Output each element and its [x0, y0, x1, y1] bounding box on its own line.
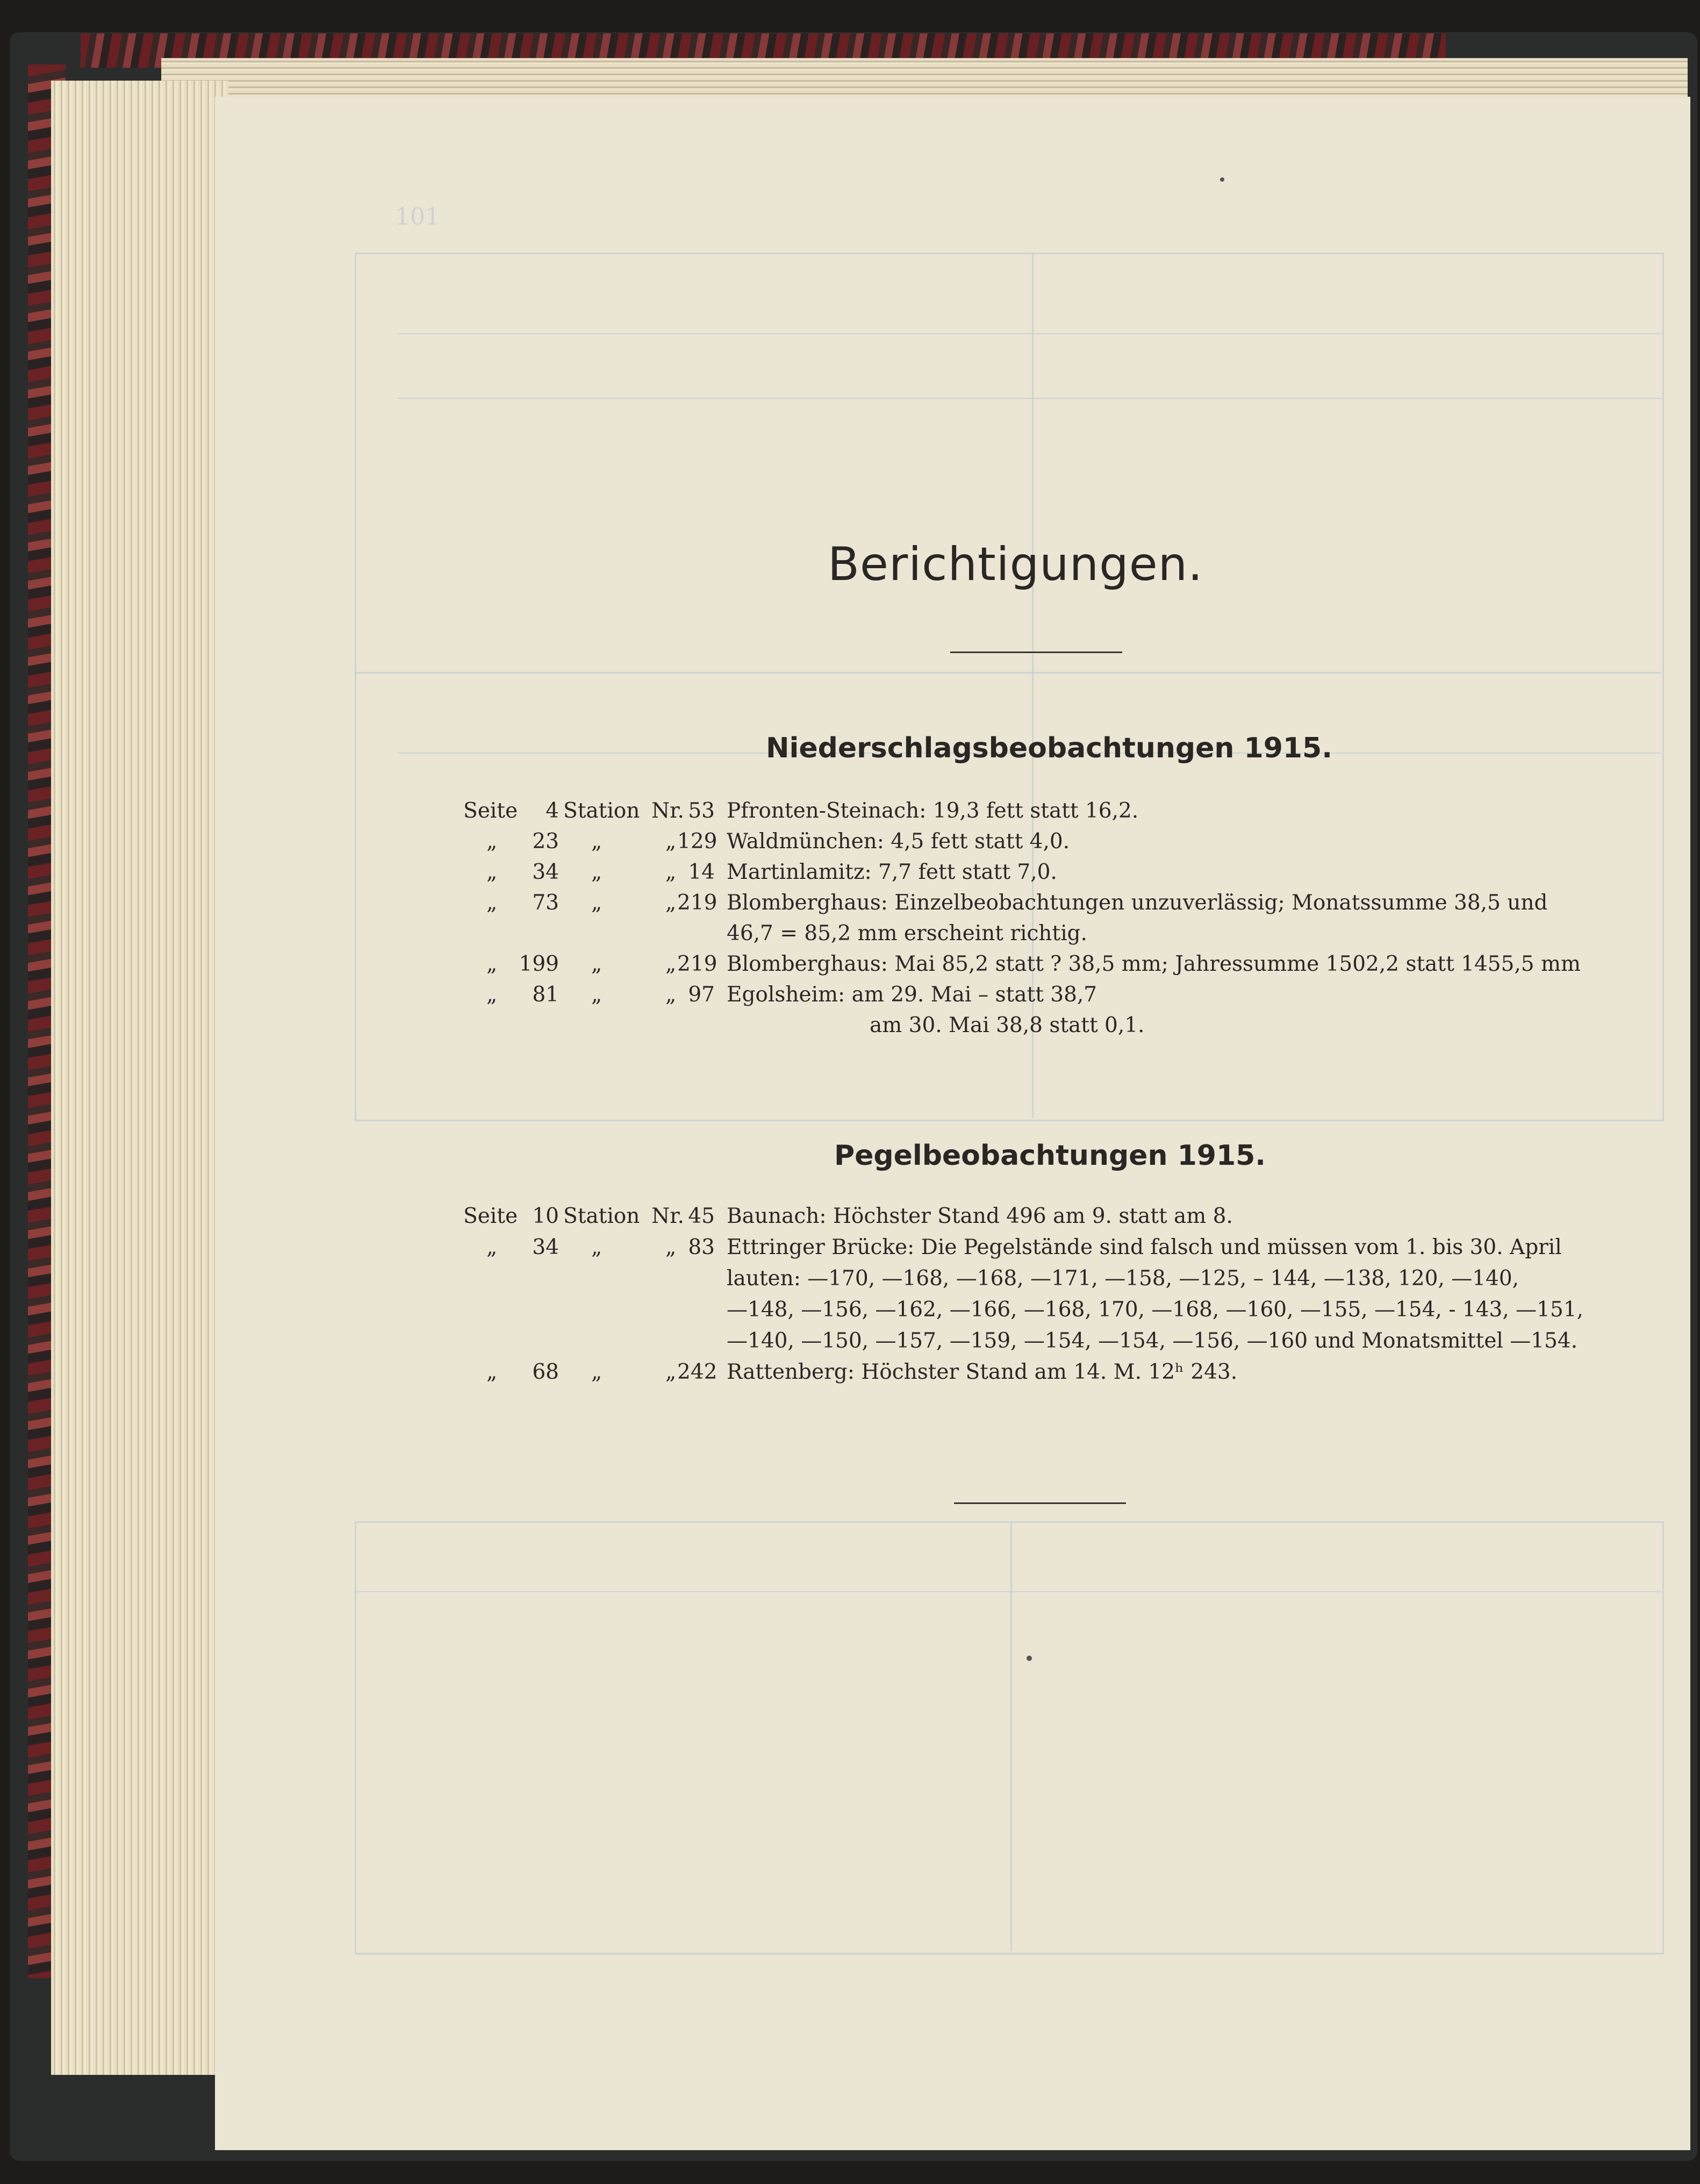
pegel-page-number: 10: [532, 1204, 559, 1228]
bleed-table-bottom: [355, 1521, 1664, 1954]
niederschlag-station-label: „: [591, 983, 602, 1007]
pegel-row-continuation: —140, —150, —157, —159, —154, —154, —156, —160 und Monatsmittel —154.: [727, 1329, 1578, 1353]
niederschlag-seite-label: „: [486, 891, 498, 915]
bleed-divider: [355, 1591, 1661, 1592]
niederschlag-nr-label: „: [665, 983, 677, 1007]
pegel-station-number: 83: [688, 1235, 715, 1259]
pegel-station-number: 45: [688, 1204, 715, 1228]
niederschlag-station-label: „: [591, 829, 602, 854]
pegel-page-number: 34: [532, 1235, 559, 1259]
bleed-divider: [398, 398, 1661, 399]
niederschlag-station-number: 219: [677, 952, 718, 976]
niederschlag-page-number: 73: [532, 891, 559, 915]
bleed-divider: [398, 333, 1661, 334]
niederschlag-station-label: „: [591, 891, 602, 915]
niederschlag-nr-label: „: [665, 860, 677, 884]
end-rule: [954, 1502, 1126, 1504]
niederschlag-seite-label: Seite: [463, 799, 518, 823]
niederschlag-nr-label: „: [665, 891, 677, 915]
niederschlag-station-label: „: [591, 860, 602, 884]
niederschlag-correction-text: Blomberghaus: Einzelbeobachtungen unzuverlässig; Monatssumme 38,5 und: [727, 891, 1548, 915]
niederschlag-seite-label: „: [486, 952, 498, 976]
niederschlag-seite-label: „: [486, 983, 498, 1007]
pegel-seite-label: „: [486, 1235, 498, 1259]
page-stack-left: [51, 81, 228, 2075]
niederschlag-correction-text: Martinlamitz: 7,7 fett statt 7,0.: [727, 860, 1057, 884]
page-title: Berichtigungen.: [828, 538, 1203, 591]
pegel-station-label: „: [591, 1235, 602, 1259]
pegel-seite-label: Seite: [463, 1204, 518, 1228]
niederschlag-seite-label: „: [486, 860, 498, 884]
niederschlag-page-number: 4: [546, 799, 559, 823]
niederschlag-station-label: „: [591, 952, 602, 976]
pegel-station-label: „: [591, 1360, 602, 1384]
pegel-correction-text: Baunach: Höchster Stand 496 am 9. statt am 8.: [727, 1204, 1233, 1228]
niederschlag-page-number: 34: [532, 860, 559, 884]
section-heading-pegel: Pegelbeobachtungen 1915.: [834, 1140, 1266, 1172]
niederschlag-station-number: 97: [688, 983, 715, 1007]
pegel-station-label: Station: [563, 1204, 640, 1228]
bleed-divider: [1010, 1521, 1012, 1951]
niederschlag-seite-label: „: [486, 829, 498, 854]
bleed-divider: [355, 672, 1661, 674]
pegel-page-number: 68: [532, 1360, 559, 1384]
niederschlag-station-number: 53: [688, 799, 715, 823]
pegel-station-number: 242: [677, 1360, 718, 1384]
niederschlag-nr-label: „: [665, 829, 677, 854]
niederschlag-row-continuation: 46,7 = 85,2 mm erscheint richtig.: [727, 921, 1087, 946]
niederschlag-station-number: 14: [688, 860, 715, 884]
pegel-row-continuation: lauten: —170, —168, —168, —171, —158, —125, – 144, —138, 120, —140,: [727, 1266, 1519, 1291]
niederschlag-station-number: 219: [677, 891, 718, 915]
niederschlag-row-continuation: am 30. Mai 38,8 statt 0,1.: [870, 1013, 1145, 1037]
niederschlag-station-label: Station: [563, 799, 640, 823]
pegel-correction-text: Rattenberg: Höchster Stand am 14. M. 12ʰ 243.: [727, 1360, 1238, 1384]
bleed-page-number: 101: [395, 203, 440, 231]
niederschlag-page-number: 199: [519, 952, 559, 976]
section-heading-niederschlag: Niederschlagsbeobachtungen 1915.: [766, 732, 1332, 764]
niederschlag-station-number: 129: [677, 829, 718, 854]
pegel-seite-label: „: [486, 1360, 498, 1384]
speck: [1220, 177, 1224, 182]
niederschlag-correction-text: Waldmünchen: 4,5 fett statt 4,0.: [727, 829, 1070, 854]
niederschlag-nr-label: Nr.: [651, 799, 684, 823]
pegel-row-continuation: —148, —156, —162, —166, —168, 170, —168, —160, —155, —154, - 143, —151,: [727, 1298, 1583, 1322]
title-rule: [950, 651, 1122, 653]
niederschlag-nr-label: „: [665, 952, 677, 976]
niederschlag-correction-text: Blomberghaus: Mai 85,2 statt ? 38,5 mm; Jahressumme 1502,2 statt 1455,5 mm: [727, 952, 1581, 976]
speck: [1027, 1656, 1032, 1661]
niederschlag-correction-text: Egolsheim: am 29. Mai – statt 38,7: [727, 983, 1098, 1007]
pegel-nr-label: „: [665, 1360, 677, 1384]
pegel-correction-text: Ettringer Brücke: Die Pegelstände sind falsch und müssen vom 1. bis 30. April: [727, 1235, 1562, 1259]
niederschlag-page-number: 81: [532, 983, 559, 1007]
pegel-nr-label: Nr.: [651, 1204, 684, 1228]
niederschlag-correction-text: Pfronten-Steinach: 19,3 fett statt 16,2.: [727, 799, 1139, 823]
niederschlag-page-number: 23: [532, 829, 559, 854]
pegel-nr-label: „: [665, 1235, 677, 1259]
